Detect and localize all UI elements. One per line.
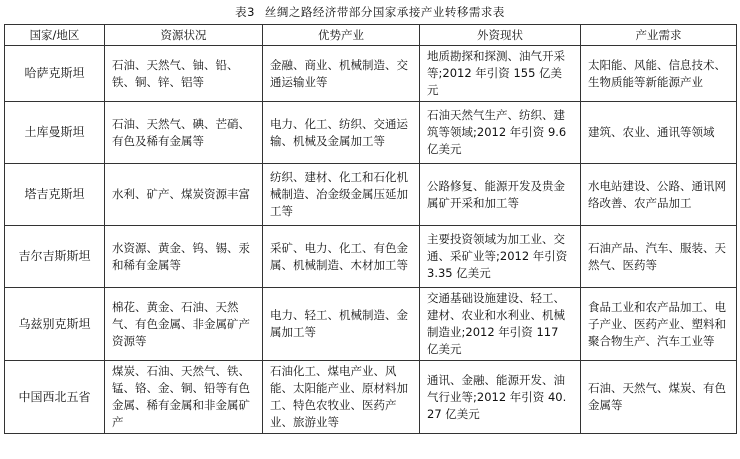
table-row — [5, 361, 737, 434]
table-row — [5, 164, 737, 226]
cell-industry-demand: 石油产品、汽车、服装、天然气、医药等 — [581, 226, 737, 288]
header-industry-demand: 产业需求 — [581, 25, 737, 46]
header-country: 国家/地区 — [5, 25, 105, 46]
header-foreign-investment: 外资现状 — [420, 25, 581, 46]
cell-industry-demand: 水电站建设、公路、通讯网络改善、农产品加工 — [581, 164, 737, 226]
cell-advantage-industry: 电力、轻工、机械制造、金属加工等 — [263, 288, 420, 361]
cell-country: 塔吉克斯坦 — [5, 164, 105, 226]
table-row — [5, 288, 737, 361]
cell-foreign-investment: 地质勘探和探测、油气开采等;2012 年引资 155 亿美元 — [420, 46, 581, 102]
cell-industry-demand: 建筑、农业、通讯等领域 — [581, 102, 737, 164]
cell-country: 乌兹别克斯坦 — [5, 288, 105, 361]
cell-foreign-investment: 石油天然气生产、纺织、建筑等领域;2012 年引资 9.6 亿美元 — [420, 102, 581, 164]
cell-advantage-industry: 纺织、建材、化工和石化机械制造、冶金级金属压延加工等 — [263, 164, 420, 226]
table-header-row — [5, 25, 737, 46]
cell-country: 土库曼斯坦 — [5, 102, 105, 164]
industry-transfer-table — [4, 24, 737, 434]
cell-advantage-industry: 电力、化工、纺织、交通运输、机械及金属加工等 — [263, 102, 420, 164]
cell-resources: 棉花、黄金、石油、天然气、有色金属、非金属矿产资源等 — [105, 288, 263, 361]
cell-advantage-industry: 金融、商业、机械制造、交通运输业等 — [263, 46, 420, 102]
cell-resources: 水资源、黄金、钨、锡、汞和稀有金属等 — [105, 226, 263, 288]
cell-advantage-industry: 采矿、电力、化工、有色金属、机械制造、木材加工等 — [263, 226, 420, 288]
table-title: 丝绸之路经济带部分国家承接产业转移需求表 — [264, 5, 505, 19]
cell-industry-demand: 食品工业和农产品加工、电子产业、医药产业、塑料和聚合物生产、汽车工业等 — [581, 288, 737, 361]
table-caption — [0, 4, 740, 20]
cell-country: 哈萨克斯坦 — [5, 46, 105, 102]
cell-resources: 石油、天然气、铀、铅、铁、铜、锌、铝等 — [105, 46, 263, 102]
cell-resources: 煤炭、石油、天然气、铁、锰、铬、金、铜、铅等有色金属、稀有金属和非金属矿产 — [105, 361, 263, 434]
table-row — [5, 46, 737, 102]
table-number: 表3 — [235, 5, 255, 19]
cell-advantage-industry: 石油化工、煤电产业、风能、太阳能产业、原材料加工、特色农牧业、医药产业、旅游业等 — [263, 361, 420, 434]
cell-foreign-investment: 交通基础设施建设、轻工、建材、农业和水利业、机械制造业;2012 年引资 117 亿美元 — [420, 288, 581, 361]
cell-country: 吉尔吉斯斯坦 — [5, 226, 105, 288]
table-row — [5, 102, 737, 164]
cell-country: 中国西北五省 — [5, 361, 105, 434]
cell-industry-demand: 太阳能、风能、信息技术、生物质能等新能源产业 — [581, 46, 737, 102]
header-advantage-industry: 优势产业 — [263, 25, 420, 46]
cell-foreign-investment: 通讯、金融、能源开发、油气行业等;2012 年引资 40.27 亿美元 — [420, 361, 581, 434]
cell-resources: 水利、矿产、煤炭资源丰富 — [105, 164, 263, 226]
header-resources: 资源状况 — [105, 25, 263, 46]
cell-industry-demand: 石油、天然气、煤炭、有色金属等 — [581, 361, 737, 434]
cell-foreign-investment: 公路修复、能源开发及贵金属矿开采和加工等 — [420, 164, 581, 226]
cell-foreign-investment: 主要投资领域为加工业、交通、采矿业等;2012 年引资 3.35 亿美元 — [420, 226, 581, 288]
table-row — [5, 226, 737, 288]
cell-resources: 石油、天然气、碘、芒硝、有色及稀有金属等 — [105, 102, 263, 164]
